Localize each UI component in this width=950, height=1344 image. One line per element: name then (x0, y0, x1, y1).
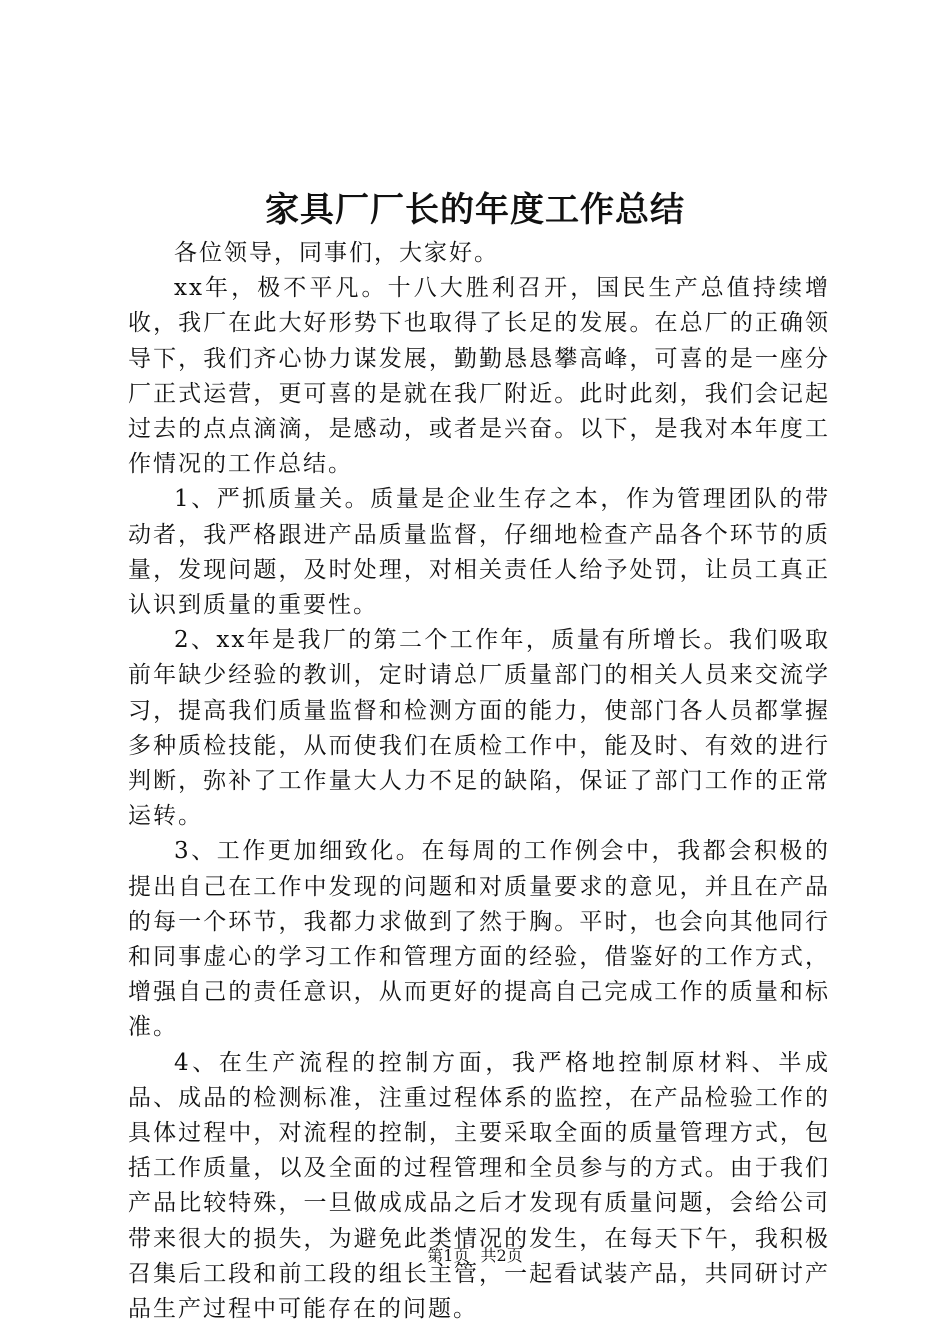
document-body (128, 236, 830, 1327)
paragraph-item-4: 4、在生产流程的控制方面，我严格地控制原材料、半成品、成品的检测标准，注重过程体系的监控，在产品检验工作的具体过程中，对流程的控制，主要采取全面的质量管理方式，包括工作质量，以及全面的过程管理和全员参与的方式。由于我们产品比较特殊，一旦做成成品之后才发现有质量问题，会给公司带来很大的损失，为避免此类情况的发生，在每天下午，我积极召集后工段和前工段的组长主管，一起看试装产品，共同研讨产品生产过程中可能存在的问题。 (128, 1049, 830, 1323)
page-number-current: 第1页 (427, 1246, 470, 1265)
paragraph-item-3: 3、工作更加细致化。在每周的工作例会中，我都会积极的提出自己在工作中发现的问题和对质量要求的意见，并且在产品的每一个环节，我都力求做到了然于胸。平时，也会向其他同行和同事虚心的学习工作和管理方面的经验，借鉴好的工作方式，增强自己的责任意识，从而更好的提高自己完成工作的质量和标准。 (128, 838, 830, 1041)
page-number-total: 共2页 (480, 1246, 523, 1265)
paragraph-item-1: 1、严抓质量关。质量是企业生存之本，作为管理团队的带动者，我严格跟进产品质量监督，仔细地检查产品各个环节的质量，发现问题，及时处理，对相关责任人给予处罚，让员工真正认识到质量的重要性。 (128, 486, 830, 619)
paragraph-greeting: 各位领导，同事们，大家好。 (174, 240, 499, 266)
paragraph-item-2: 2、xx年是我厂的第二个工作年，质量有所增长。我们吸取前年缺少经验的教训，定时请总厂质量部门的相关人员来交流学习，提高我们质量监督和检测方面的能力，使部门各人员都掌握多种质检技能，从而使我们在质检工作中，能及时、有效的进行判断，弥补了工作量大人力不足的缺陷，保证了部门工作的正常运转。 (128, 627, 830, 830)
document-title: 家具厂厂长的年度工作总结 (265, 190, 685, 230)
paragraph-intro: xx年，极不平凡。十八大胜利召开，国民生产总值持续增收，我厂在此大好形势下也取得了长足的发展。在总厂的正确领导下，我们齐心协力谋发展，勤勤恳恳攀高峰，可喜的是一座分厂正式运营，更可喜的是就在我厂附近。此时此刻，我们会记起过去的点点滴滴，是感动，或者是兴奋。以下，是我对本年度工作情况的工作总结。 (128, 275, 830, 478)
page-footer (0, 1245, 950, 1267)
